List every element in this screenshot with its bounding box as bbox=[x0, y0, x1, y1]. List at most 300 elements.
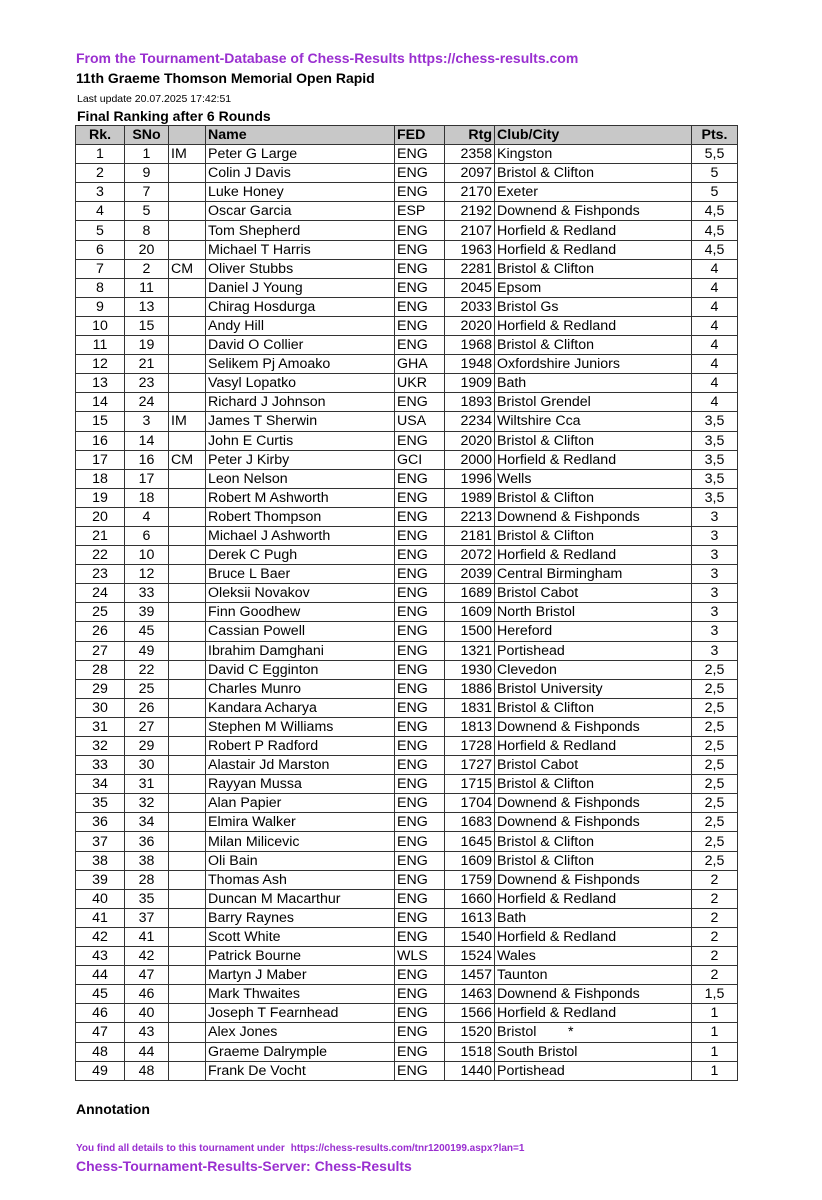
cell-title bbox=[169, 603, 206, 622]
cell-rtg: 1440 bbox=[445, 1061, 495, 1080]
cell-club: Bristol * bbox=[495, 1023, 692, 1042]
cell-rtg: 1524 bbox=[445, 947, 495, 966]
cell-name: Tom Shepherd bbox=[206, 221, 395, 240]
cell-sno: 31 bbox=[125, 775, 169, 794]
table-row bbox=[76, 775, 738, 794]
cell-club: Portishead bbox=[495, 641, 692, 660]
cell-name: Milan Milicevic bbox=[206, 832, 395, 851]
table-row bbox=[76, 889, 738, 908]
cell-rank: 27 bbox=[76, 641, 125, 660]
cell-fed: ENG bbox=[395, 240, 445, 259]
table-row bbox=[76, 202, 738, 221]
cell-pts: 4 bbox=[692, 355, 738, 374]
cell-sno: 22 bbox=[125, 660, 169, 679]
cell-pts: 4 bbox=[692, 336, 738, 355]
cell-name: Peter J Kirby bbox=[206, 450, 395, 469]
cell-title bbox=[169, 908, 206, 927]
cell-rtg: 1728 bbox=[445, 737, 495, 756]
cell-rtg: 1715 bbox=[445, 775, 495, 794]
cell-name: Selikem Pj Amoako bbox=[206, 355, 395, 374]
cell-title bbox=[169, 813, 206, 832]
cell-rank: 43 bbox=[76, 947, 125, 966]
cell-fed: ENG bbox=[395, 584, 445, 603]
cell-title bbox=[169, 469, 206, 488]
cell-sno: 47 bbox=[125, 966, 169, 985]
ranking-table bbox=[75, 125, 738, 1081]
col-sno-header: SNo bbox=[125, 126, 169, 145]
cell-rtg: 2181 bbox=[445, 526, 495, 545]
cell-fed: ENG bbox=[395, 469, 445, 488]
cell-rank: 23 bbox=[76, 565, 125, 584]
cell-club: Wiltshire Cca bbox=[495, 412, 692, 431]
details-link[interactable]: https://chess-results.com/tnr1200199.aspx?lan=1 bbox=[290, 1143, 525, 1154]
cell-sno: 38 bbox=[125, 851, 169, 870]
cell-name: Barry Raynes bbox=[206, 908, 395, 927]
cell-fed: ESP bbox=[395, 202, 445, 221]
cell-name: James T Sherwin bbox=[206, 412, 395, 431]
cell-rtg: 1948 bbox=[445, 355, 495, 374]
table-row bbox=[76, 737, 738, 756]
cell-name: Mark Thwaites bbox=[206, 985, 395, 1004]
cell-fed: ENG bbox=[395, 889, 445, 908]
cell-rank: 1 bbox=[76, 145, 125, 164]
cell-rtg: 1893 bbox=[445, 393, 495, 412]
cell-rtg: 2000 bbox=[445, 450, 495, 469]
ranking-title: Final Ranking after 6 Rounds bbox=[77, 108, 271, 124]
cell-fed: ENG bbox=[395, 870, 445, 889]
cell-rank: 39 bbox=[76, 870, 125, 889]
cell-pts: 2,5 bbox=[692, 698, 738, 717]
cell-rank: 6 bbox=[76, 240, 125, 259]
cell-sno: 20 bbox=[125, 240, 169, 259]
cell-fed: ENG bbox=[395, 985, 445, 1004]
cell-rtg: 1321 bbox=[445, 641, 495, 660]
cell-title bbox=[169, 966, 206, 985]
table-header-row bbox=[76, 126, 738, 145]
cell-club: Central Birmingham bbox=[495, 565, 692, 584]
cell-pts: 2,5 bbox=[692, 679, 738, 698]
cell-fed: ENG bbox=[395, 431, 445, 450]
cell-rank: 32 bbox=[76, 737, 125, 756]
cell-pts: 2,5 bbox=[692, 756, 738, 775]
cell-sno: 34 bbox=[125, 813, 169, 832]
cell-rtg: 1566 bbox=[445, 1004, 495, 1023]
cell-club: Downend & Fishponds bbox=[495, 202, 692, 221]
table-row bbox=[76, 1061, 738, 1080]
cell-club: Bristol Cabot bbox=[495, 756, 692, 775]
cell-pts: 3 bbox=[692, 565, 738, 584]
cell-pts: 2,5 bbox=[692, 737, 738, 756]
table-row bbox=[76, 622, 738, 641]
cell-name: Finn Goodhew bbox=[206, 603, 395, 622]
server-line[interactable]: Chess-Tournament-Results-Server: Chess-Results bbox=[76, 1158, 412, 1174]
source-line[interactable]: From the Tournament-Database of Chess-Results https://chess-results.com bbox=[76, 50, 579, 66]
cell-title bbox=[169, 679, 206, 698]
cell-rtg: 2072 bbox=[445, 546, 495, 565]
cell-sno: 2 bbox=[125, 259, 169, 278]
cell-sno: 36 bbox=[125, 832, 169, 851]
cell-fed: ENG bbox=[395, 1023, 445, 1042]
cell-pts: 3 bbox=[692, 622, 738, 641]
cell-fed: ENG bbox=[395, 565, 445, 584]
cell-fed: ENG bbox=[395, 832, 445, 851]
cell-sno: 33 bbox=[125, 584, 169, 603]
cell-fed: ENG bbox=[395, 164, 445, 183]
cell-club: Downend & Fishponds bbox=[495, 794, 692, 813]
cell-club: Bristol & Clifton bbox=[495, 851, 692, 870]
cell-fed: ENG bbox=[395, 393, 445, 412]
cell-sno: 28 bbox=[125, 870, 169, 889]
cell-club: Bristol & Clifton bbox=[495, 775, 692, 794]
cell-name: Leon Nelson bbox=[206, 469, 395, 488]
last-update: Last update 20.07.2025 17:42:51 bbox=[77, 93, 232, 105]
cell-sno: 8 bbox=[125, 221, 169, 240]
table-row bbox=[76, 431, 738, 450]
cell-sno: 45 bbox=[125, 622, 169, 641]
cell-pts: 3 bbox=[692, 584, 738, 603]
table-row bbox=[76, 813, 738, 832]
cell-rank: 17 bbox=[76, 450, 125, 469]
table-row bbox=[76, 603, 738, 622]
cell-club: Horfield & Redland bbox=[495, 240, 692, 259]
cell-title bbox=[169, 756, 206, 775]
table-row bbox=[76, 584, 738, 603]
cell-name: Duncan M Macarthur bbox=[206, 889, 395, 908]
cell-title bbox=[169, 737, 206, 756]
cell-name: Luke Honey bbox=[206, 183, 395, 202]
table-row bbox=[76, 565, 738, 584]
cell-rtg: 2358 bbox=[445, 145, 495, 164]
table-row bbox=[76, 278, 738, 297]
cell-name: Oliver Stubbs bbox=[206, 259, 395, 278]
cell-name: Martyn J Maber bbox=[206, 966, 395, 985]
cell-title bbox=[169, 297, 206, 316]
cell-rtg: 2020 bbox=[445, 431, 495, 450]
cell-sno: 14 bbox=[125, 431, 169, 450]
cell-rtg: 2170 bbox=[445, 183, 495, 202]
table-row bbox=[76, 717, 738, 736]
cell-pts: 1 bbox=[692, 1061, 738, 1080]
cell-title bbox=[169, 183, 206, 202]
cell-rank: 20 bbox=[76, 507, 125, 526]
cell-title bbox=[169, 947, 206, 966]
table-row bbox=[76, 756, 738, 775]
table-row bbox=[76, 488, 738, 507]
cell-fed: ENG bbox=[395, 698, 445, 717]
cell-fed: ENG bbox=[395, 145, 445, 164]
cell-title: CM bbox=[169, 259, 206, 278]
cell-title bbox=[169, 1042, 206, 1061]
cell-rank: 22 bbox=[76, 546, 125, 565]
table-row bbox=[76, 947, 738, 966]
cell-rtg: 2045 bbox=[445, 278, 495, 297]
cell-fed: ENG bbox=[395, 603, 445, 622]
cell-club: Bristol Grendel bbox=[495, 393, 692, 412]
cell-fed: ENG bbox=[395, 660, 445, 679]
cell-name: Robert P Radford bbox=[206, 737, 395, 756]
cell-sno: 7 bbox=[125, 183, 169, 202]
cell-title bbox=[169, 355, 206, 374]
cell-title bbox=[169, 1004, 206, 1023]
cell-sno: 42 bbox=[125, 947, 169, 966]
cell-name: Derek C Pugh bbox=[206, 546, 395, 565]
table-row bbox=[76, 1004, 738, 1023]
cell-club: Bristol Cabot bbox=[495, 584, 692, 603]
cell-fed: ENG bbox=[395, 507, 445, 526]
cell-club: Downend & Fishponds bbox=[495, 813, 692, 832]
cell-sno: 29 bbox=[125, 737, 169, 756]
cell-pts: 1 bbox=[692, 1023, 738, 1042]
cell-name: Graeme Dalrymple bbox=[206, 1042, 395, 1061]
cell-pts: 3,5 bbox=[692, 469, 738, 488]
table-row bbox=[76, 412, 738, 431]
cell-name: Peter G Large bbox=[206, 145, 395, 164]
cell-fed: ENG bbox=[395, 1042, 445, 1061]
cell-title bbox=[169, 393, 206, 412]
cell-pts: 5 bbox=[692, 183, 738, 202]
cell-fed: ENG bbox=[395, 641, 445, 660]
cell-rtg: 1500 bbox=[445, 622, 495, 641]
cell-rank: 3 bbox=[76, 183, 125, 202]
cell-name: Frank De Vocht bbox=[206, 1061, 395, 1080]
cell-pts: 2 bbox=[692, 927, 738, 946]
cell-club: Bristol & Clifton bbox=[495, 259, 692, 278]
cell-sno: 44 bbox=[125, 1042, 169, 1061]
cell-club: Epsom bbox=[495, 278, 692, 297]
cell-sno: 48 bbox=[125, 1061, 169, 1080]
cell-sno: 21 bbox=[125, 355, 169, 374]
cell-rank: 25 bbox=[76, 603, 125, 622]
cell-rtg: 1989 bbox=[445, 488, 495, 507]
cell-rank: 42 bbox=[76, 927, 125, 946]
table-row bbox=[76, 966, 738, 985]
cell-pts: 4,5 bbox=[692, 202, 738, 221]
table-row bbox=[76, 526, 738, 545]
cell-pts: 4 bbox=[692, 259, 738, 278]
cell-rank: 40 bbox=[76, 889, 125, 908]
table-row bbox=[76, 985, 738, 1004]
cell-title: IM bbox=[169, 412, 206, 431]
cell-title bbox=[169, 164, 206, 183]
cell-sno: 19 bbox=[125, 336, 169, 355]
cell-sno: 4 bbox=[125, 507, 169, 526]
cell-fed: WLS bbox=[395, 947, 445, 966]
cell-name: David C Egginton bbox=[206, 660, 395, 679]
cell-fed: ENG bbox=[395, 221, 445, 240]
table-row bbox=[76, 851, 738, 870]
cell-rank: 28 bbox=[76, 660, 125, 679]
cell-rank: 24 bbox=[76, 584, 125, 603]
cell-title bbox=[169, 507, 206, 526]
cell-title: CM bbox=[169, 450, 206, 469]
cell-rtg: 1930 bbox=[445, 660, 495, 679]
cell-club: Kingston bbox=[495, 145, 692, 164]
cell-title bbox=[169, 316, 206, 335]
cell-pts: 2,5 bbox=[692, 775, 738, 794]
cell-name: Oli Bain bbox=[206, 851, 395, 870]
cell-name: Robert M Ashworth bbox=[206, 488, 395, 507]
cell-name: Alan Papier bbox=[206, 794, 395, 813]
cell-rtg: 1996 bbox=[445, 469, 495, 488]
cell-club: Bristol & Clifton bbox=[495, 336, 692, 355]
cell-pts: 3 bbox=[692, 603, 738, 622]
cell-rtg: 2039 bbox=[445, 565, 495, 584]
cell-sno: 18 bbox=[125, 488, 169, 507]
table-row bbox=[76, 507, 738, 526]
cell-rtg: 2192 bbox=[445, 202, 495, 221]
cell-rank: 19 bbox=[76, 488, 125, 507]
cell-pts: 3,5 bbox=[692, 488, 738, 507]
cell-rtg: 2234 bbox=[445, 412, 495, 431]
cell-pts: 4 bbox=[692, 297, 738, 316]
cell-pts: 2 bbox=[692, 870, 738, 889]
cell-sno: 23 bbox=[125, 374, 169, 393]
cell-rank: 14 bbox=[76, 393, 125, 412]
cell-fed: ENG bbox=[395, 1061, 445, 1080]
cell-sno: 15 bbox=[125, 316, 169, 335]
cell-club: Oxfordshire Juniors bbox=[495, 355, 692, 374]
cell-sno: 32 bbox=[125, 794, 169, 813]
cell-title bbox=[169, 202, 206, 221]
cell-title bbox=[169, 565, 206, 584]
details-line bbox=[76, 1143, 524, 1154]
cell-title bbox=[169, 889, 206, 908]
cell-rank: 9 bbox=[76, 297, 125, 316]
cell-fed: ENG bbox=[395, 927, 445, 946]
cell-rank: 12 bbox=[76, 355, 125, 374]
table-row bbox=[76, 832, 738, 851]
cell-fed: ENG bbox=[395, 908, 445, 927]
table-row bbox=[76, 908, 738, 927]
cell-rank: 26 bbox=[76, 622, 125, 641]
cell-rank: 46 bbox=[76, 1004, 125, 1023]
cell-rank: 16 bbox=[76, 431, 125, 450]
col-club-header: Club/City bbox=[495, 126, 692, 145]
table-row bbox=[76, 546, 738, 565]
table-row bbox=[76, 183, 738, 202]
cell-title bbox=[169, 641, 206, 660]
cell-club: Bath bbox=[495, 908, 692, 927]
cell-club: Bristol & Clifton bbox=[495, 698, 692, 717]
cell-rtg: 1886 bbox=[445, 679, 495, 698]
cell-fed: ENG bbox=[395, 316, 445, 335]
cell-club: Horfield & Redland bbox=[495, 450, 692, 469]
cell-fed: ENG bbox=[395, 966, 445, 985]
cell-name: Alastair Jd Marston bbox=[206, 756, 395, 775]
cell-rank: 33 bbox=[76, 756, 125, 775]
cell-club: Bristol & Clifton bbox=[495, 526, 692, 545]
cell-title bbox=[169, 374, 206, 393]
cell-pts: 1 bbox=[692, 1004, 738, 1023]
cell-sno: 11 bbox=[125, 278, 169, 297]
cell-name: Chirag Hosdurga bbox=[206, 297, 395, 316]
col-rank-header: Rk. bbox=[76, 126, 125, 145]
cell-title bbox=[169, 698, 206, 717]
cell-club: South Bristol bbox=[495, 1042, 692, 1061]
cell-rank: 37 bbox=[76, 832, 125, 851]
cell-rtg: 1457 bbox=[445, 966, 495, 985]
cell-rank: 36 bbox=[76, 813, 125, 832]
cell-name: Michael J Ashworth bbox=[206, 526, 395, 545]
cell-rank: 31 bbox=[76, 717, 125, 736]
cell-title bbox=[169, 794, 206, 813]
cell-name: Cassian Powell bbox=[206, 622, 395, 641]
cell-sno: 5 bbox=[125, 202, 169, 221]
cell-rtg: 1727 bbox=[445, 756, 495, 775]
cell-rank: 34 bbox=[76, 775, 125, 794]
cell-name: Vasyl Lopatko bbox=[206, 374, 395, 393]
cell-name: Elmira Walker bbox=[206, 813, 395, 832]
cell-title bbox=[169, 927, 206, 946]
cell-sno: 37 bbox=[125, 908, 169, 927]
col-pts-header: Pts. bbox=[692, 126, 738, 145]
cell-title: IM bbox=[169, 145, 206, 164]
cell-fed: ENG bbox=[395, 278, 445, 297]
cell-name: Stephen M Williams bbox=[206, 717, 395, 736]
cell-fed: ENG bbox=[395, 622, 445, 641]
cell-club: Downend & Fishponds bbox=[495, 870, 692, 889]
cell-title bbox=[169, 584, 206, 603]
table-row bbox=[76, 259, 738, 278]
cell-rtg: 2097 bbox=[445, 164, 495, 183]
table-row bbox=[76, 870, 738, 889]
cell-rank: 21 bbox=[76, 526, 125, 545]
cell-sno: 27 bbox=[125, 717, 169, 736]
cell-sno: 39 bbox=[125, 603, 169, 622]
cell-rank: 11 bbox=[76, 336, 125, 355]
table-row bbox=[76, 641, 738, 660]
cell-sno: 40 bbox=[125, 1004, 169, 1023]
cell-sno: 12 bbox=[125, 565, 169, 584]
cell-fed: ENG bbox=[395, 546, 445, 565]
cell-fed: ENG bbox=[395, 756, 445, 775]
cell-rank: 41 bbox=[76, 908, 125, 927]
cell-rank: 44 bbox=[76, 966, 125, 985]
cell-pts: 4 bbox=[692, 374, 738, 393]
cell-pts: 4 bbox=[692, 278, 738, 297]
cell-club: Horfield & Redland bbox=[495, 316, 692, 335]
cell-rank: 35 bbox=[76, 794, 125, 813]
cell-rtg: 1540 bbox=[445, 927, 495, 946]
cell-club: Bristol University bbox=[495, 679, 692, 698]
cell-name: Thomas Ash bbox=[206, 870, 395, 889]
cell-club: Downend & Fishponds bbox=[495, 985, 692, 1004]
cell-rtg: 1520 bbox=[445, 1023, 495, 1042]
cell-rtg: 2107 bbox=[445, 221, 495, 240]
cell-pts: 3 bbox=[692, 641, 738, 660]
table-row bbox=[76, 336, 738, 355]
table-row bbox=[76, 794, 738, 813]
cell-fed: ENG bbox=[395, 259, 445, 278]
cell-rank: 13 bbox=[76, 374, 125, 393]
cell-title bbox=[169, 221, 206, 240]
cell-fed: ENG bbox=[395, 297, 445, 316]
cell-fed: ENG bbox=[395, 717, 445, 736]
table-row bbox=[76, 297, 738, 316]
table-row bbox=[76, 450, 738, 469]
cell-fed: ENG bbox=[395, 737, 445, 756]
cell-rank: 49 bbox=[76, 1061, 125, 1080]
table-row bbox=[76, 374, 738, 393]
cell-club: Horfield & Redland bbox=[495, 889, 692, 908]
cell-title bbox=[169, 526, 206, 545]
cell-pts: 1 bbox=[692, 1042, 738, 1061]
cell-club: Hereford bbox=[495, 622, 692, 641]
cell-pts: 4,5 bbox=[692, 240, 738, 259]
cell-fed: ENG bbox=[395, 336, 445, 355]
cell-name: Joseph T Fearnhead bbox=[206, 1004, 395, 1023]
cell-rtg: 1609 bbox=[445, 603, 495, 622]
